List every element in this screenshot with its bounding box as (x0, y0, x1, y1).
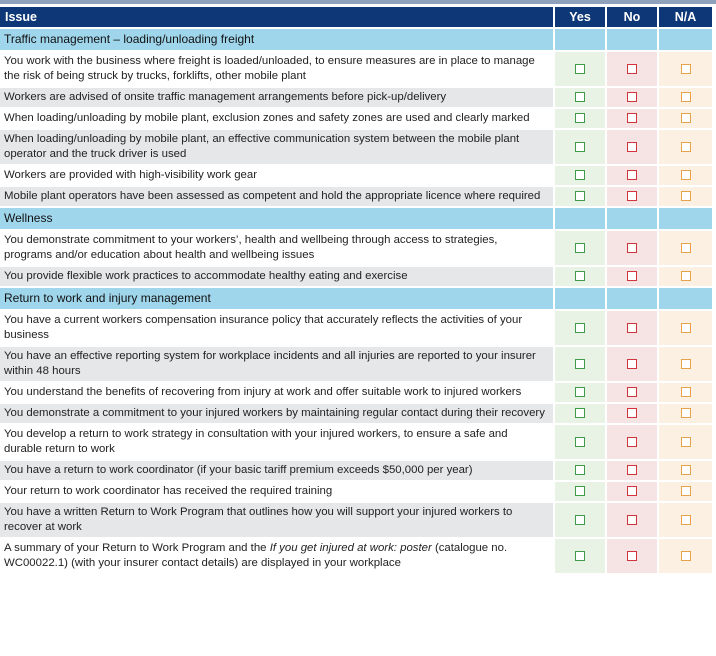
na-cell (659, 347, 714, 381)
no-cell (607, 404, 659, 423)
na-cell (659, 425, 714, 459)
issue-text (0, 539, 555, 573)
issue-text-main: Mobile plant operators have been assessed as competent and hold the appropriate licence where required (4, 190, 541, 202)
table-row (0, 482, 714, 501)
table-row (0, 130, 714, 164)
yes-cell (555, 482, 607, 501)
section-no-cell (607, 208, 659, 229)
no-checkbox[interactable] (627, 437, 637, 447)
section-yes-cell (555, 208, 607, 229)
yes-cell (555, 109, 607, 128)
table-row (0, 267, 714, 286)
issue-text (0, 347, 555, 381)
yes-checkbox[interactable] (575, 92, 585, 102)
no-cell (607, 267, 659, 286)
na-cell (659, 187, 714, 206)
yes-checkbox[interactable] (575, 437, 585, 447)
table-row (0, 166, 714, 185)
na-checkbox[interactable] (681, 271, 691, 281)
no-cell (607, 383, 659, 402)
yes-checkbox[interactable] (575, 64, 585, 74)
table-row (0, 347, 714, 381)
na-cell (659, 383, 714, 402)
issue-text-main: You provide flexible work practices to accommodate healthy eating and exercise (4, 270, 408, 282)
issue-text (0, 503, 555, 537)
section-title: Return to work and injury management (0, 288, 555, 309)
no-checkbox[interactable] (627, 243, 637, 253)
section-na-cell (659, 288, 714, 309)
no-checkbox[interactable] (627, 92, 637, 102)
no-checkbox[interactable] (627, 191, 637, 201)
table-row (0, 503, 714, 537)
no-checkbox[interactable] (627, 142, 637, 152)
yes-checkbox[interactable] (575, 271, 585, 281)
issue-text-main: You have a written Return to Work Program that outlines how you will support your injured workers to recover at work (4, 506, 513, 533)
no-cell (607, 347, 659, 381)
yes-cell (555, 88, 607, 107)
na-checkbox[interactable] (681, 113, 691, 123)
issue-text-main: You demonstrate commitment to your workers’, health and wellbeing through access to strategies, programs and/or education about health and wellbeing issues (4, 234, 498, 261)
section-na-cell (659, 29, 714, 50)
issue-text-main: You have a current workers compensation insurance policy that accurately reflects the activities of your business (4, 314, 523, 341)
yes-cell (555, 52, 607, 86)
na-checkbox[interactable] (681, 387, 691, 397)
yes-checkbox[interactable] (575, 323, 585, 333)
issue-text-main: You have a return to work coordinator (if your basic tariff premium exceeds $50,000 per year) (4, 464, 473, 476)
yes-column-header: Yes (555, 7, 607, 27)
issue-text (0, 109, 555, 128)
yes-checkbox[interactable] (575, 142, 585, 152)
na-checkbox[interactable] (681, 170, 691, 180)
na-checkbox[interactable] (681, 323, 691, 333)
no-cell (607, 425, 659, 459)
yes-cell (555, 539, 607, 573)
no-cell (607, 503, 659, 537)
yes-cell (555, 187, 607, 206)
no-checkbox[interactable] (627, 271, 637, 281)
na-checkbox[interactable] (681, 243, 691, 253)
section-title: Traffic management – loading/unloading freight (0, 29, 555, 50)
no-checkbox[interactable] (627, 515, 637, 525)
issue-text (0, 52, 555, 86)
no-checkbox[interactable] (627, 551, 637, 561)
issue-text (0, 461, 555, 480)
section-no-cell (607, 29, 659, 50)
yes-cell (555, 425, 607, 459)
issue-text-main: You have an effective reporting system for workplace incidents and all injuries are reported to your insurer within 48 hours (4, 350, 536, 377)
na-cell (659, 88, 714, 107)
table-row (0, 404, 714, 423)
na-cell (659, 461, 714, 480)
no-cell (607, 52, 659, 86)
section-row (0, 288, 714, 309)
na-checkbox[interactable] (681, 142, 691, 152)
table-row (0, 187, 714, 206)
section-title: Wellness (0, 208, 555, 229)
table-row (0, 425, 714, 459)
na-cell (659, 109, 714, 128)
no-checkbox[interactable] (627, 64, 637, 74)
yes-cell (555, 383, 607, 402)
no-checkbox[interactable] (627, 323, 637, 333)
na-cell (659, 539, 714, 573)
na-cell (659, 404, 714, 423)
top-rule (0, 0, 716, 4)
issue-text-main: A summary of your Return to Work Program and the (4, 542, 270, 554)
na-checkbox[interactable] (681, 191, 691, 201)
table-row (0, 311, 714, 345)
issue-text (0, 404, 555, 423)
issue-text (0, 130, 555, 164)
issue-text-main: Your return to work coordinator has received the required training (4, 485, 333, 497)
issue-text (0, 482, 555, 501)
no-cell (607, 311, 659, 345)
na-checkbox[interactable] (681, 465, 691, 475)
checklist-body (0, 29, 714, 573)
no-checkbox[interactable] (627, 170, 637, 180)
na-cell (659, 267, 714, 286)
yes-checkbox[interactable] (575, 486, 585, 496)
no-checkbox[interactable] (627, 465, 637, 475)
issue-text (0, 187, 555, 206)
table-row (0, 88, 714, 107)
na-checkbox[interactable] (681, 515, 691, 525)
no-cell (607, 88, 659, 107)
na-checkbox[interactable] (681, 437, 691, 447)
na-checkbox[interactable] (681, 551, 691, 561)
issue-text (0, 383, 555, 402)
no-checkbox[interactable] (627, 359, 637, 369)
yes-checkbox[interactable] (575, 387, 585, 397)
na-checkbox[interactable] (681, 486, 691, 496)
checklist-table (0, 5, 714, 575)
yes-checkbox[interactable] (575, 515, 585, 525)
na-cell (659, 503, 714, 537)
section-yes-cell (555, 288, 607, 309)
yes-cell (555, 231, 607, 265)
no-cell (607, 166, 659, 185)
yes-cell (555, 267, 607, 286)
issue-text-main: You work with the business where freight is loaded/unloaded, to ensure measures are in place to manage the risk of being struck by trucks, forklifts, other mobile plant (4, 55, 535, 82)
no-cell (607, 461, 659, 480)
yes-checkbox[interactable] (575, 359, 585, 369)
no-cell (607, 539, 659, 573)
yes-cell (555, 461, 607, 480)
yes-checkbox[interactable] (575, 243, 585, 253)
issue-text-main: Workers are provided with high-visibility work gear (4, 169, 258, 181)
table-row (0, 461, 714, 480)
yes-cell (555, 404, 607, 423)
na-cell (659, 231, 714, 265)
na-checkbox[interactable] (681, 408, 691, 418)
section-na-cell (659, 208, 714, 229)
na-checkbox[interactable] (681, 64, 691, 74)
na-checkbox[interactable] (681, 359, 691, 369)
section-no-cell (607, 288, 659, 309)
issue-text-main: You demonstrate a commitment to your injured workers by maintaining regular contact during their recovery (4, 407, 545, 419)
table-row (0, 383, 714, 402)
yes-checkbox[interactable] (575, 408, 585, 418)
yes-checkbox[interactable] (575, 113, 585, 123)
no-cell (607, 109, 659, 128)
yes-cell (555, 311, 607, 345)
yes-checkbox[interactable] (575, 465, 585, 475)
no-cell (607, 482, 659, 501)
table-row (0, 231, 714, 265)
yes-cell (555, 166, 607, 185)
na-column-header: N/A (659, 7, 714, 27)
no-checkbox[interactable] (627, 408, 637, 418)
table-row (0, 539, 714, 573)
issue-text (0, 425, 555, 459)
na-cell (659, 130, 714, 164)
no-cell (607, 130, 659, 164)
section-yes-cell (555, 29, 607, 50)
issue-text (0, 231, 555, 265)
issue-text-main: When loading/unloading by mobile plant, exclusion zones and safety zones are used and clearly marked (4, 112, 530, 124)
issue-text-main: When loading/unloading by mobile plant, an effective communication system between the mobile plant operator and the truck driver is used (4, 133, 520, 160)
na-cell (659, 52, 714, 86)
no-cell (607, 231, 659, 265)
issue-text (0, 267, 555, 286)
issue-text-after: (catalogue no. WC00022.1) (with your insurer contact details) are displayed in your workplace (4, 542, 508, 569)
yes-cell (555, 130, 607, 164)
yes-checkbox[interactable] (575, 170, 585, 180)
header-row (0, 7, 714, 27)
no-cell (607, 187, 659, 206)
na-checkbox[interactable] (681, 92, 691, 102)
issue-text-main: You understand the benefits of recovering from injury at work and offer suitable work to injured workers (4, 386, 522, 398)
na-cell (659, 311, 714, 345)
issue-text-main: You develop a return to work strategy in consultation with your injured workers, to ensure a safe and durable return to work (4, 428, 508, 455)
issue-text (0, 311, 555, 345)
yes-cell (555, 347, 607, 381)
yes-checkbox[interactable] (575, 191, 585, 201)
issue-text-italic: If you get injured at work: poster (269, 542, 432, 554)
issue-column-header: Issue (0, 7, 555, 27)
yes-checkbox[interactable] (575, 551, 585, 561)
na-cell (659, 482, 714, 501)
na-cell (659, 166, 714, 185)
issue-text (0, 166, 555, 185)
yes-cell (555, 503, 607, 537)
table-row (0, 52, 714, 86)
section-row (0, 29, 714, 50)
section-row (0, 208, 714, 229)
no-checkbox[interactable] (627, 486, 637, 496)
issue-text (0, 88, 555, 107)
issue-text-main: Workers are advised of onsite traffic management arrangements before pick-up/delivery (4, 91, 447, 103)
no-column-header: No (607, 7, 659, 27)
no-checkbox[interactable] (627, 113, 637, 123)
table-row (0, 109, 714, 128)
no-checkbox[interactable] (627, 387, 637, 397)
